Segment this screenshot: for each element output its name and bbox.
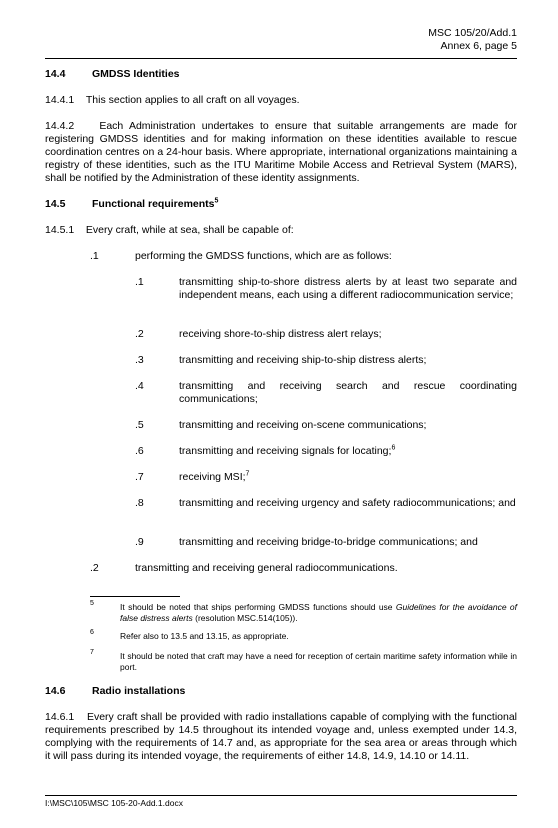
header-rule bbox=[45, 58, 517, 59]
paragraph-number: 14.4.1 bbox=[45, 94, 75, 106]
footer-rule bbox=[45, 795, 517, 796]
paragraph-text: Each Administration undertakes to ensure that suitable arrangements are made for registering GMDSS identities and for making information on these identities available to rescue coordination centres on a 24-hour basis. Where appropriate, international organizations maintaining a registry of these identities, such as the ITU Maritime Mobile Access and Retrieval System (MARS), shall be notified by the Administration of these identity assignments. bbox=[45, 120, 517, 184]
footnote-5: 5 It should be noted that ships performing GMDSS functions should use Guidelines for the avoidance of false distress alerts (resolution MSC.514(105)). bbox=[90, 600, 517, 623]
paragraph-text: This section applies to all craft on all voyages. bbox=[85, 94, 300, 106]
footnote-7: 7 It should be noted that craft may have a need for reception of certain maritime safety information while in port. bbox=[90, 649, 517, 672]
paragraph-text: Every craft, while at sea, shall be capable of: bbox=[85, 224, 294, 236]
footnote-separator bbox=[90, 596, 180, 597]
paragraph-text: Every craft shall be provided with radio installations capable of complying with the functional requirements prescribed by 14.5 throughout its intended voyage and, unless exempted under 14.3, complying with the requirements of 14.7 and, as appropriate for the sea area or areas through which it will pass during its intended voyage, the requirements of either 14.8, 14.9, 14.10 or 14.11. bbox=[45, 711, 517, 762]
footnote-ref: 5 bbox=[214, 197, 219, 205]
paragraph-number: 14.6.1 bbox=[45, 711, 75, 723]
footnote-ref: 6 bbox=[391, 444, 396, 452]
paragraph-number: 14.5.1 bbox=[45, 224, 75, 236]
footer-file-path: I:\MSC\105\MSC 105-20-Add.1.docx bbox=[45, 798, 183, 808]
paragraph-14-6-1 bbox=[45, 711, 517, 763]
paragraph-14-4-1 bbox=[45, 94, 517, 107]
page-header bbox=[428, 27, 517, 53]
header-document-symbol: MSC 105/20/Add.1 bbox=[428, 27, 517, 39]
header-annex-page: Annex 6, page 5 bbox=[440, 40, 517, 52]
paragraph-14-4-2 bbox=[45, 120, 517, 185]
footnote-ref: 7 bbox=[245, 470, 250, 478]
footnote-title: Guidelines for the avoidance of false distress alerts bbox=[120, 602, 517, 623]
sub-item-1: .1 transmitting ship-to-shore distress alerts by at least two separate and independent means, each using a different radiocommunication service; bbox=[135, 276, 517, 301]
paragraph-number: 14.4.2 bbox=[45, 120, 75, 132]
document-page: MSC 105/20/Add.1 Annex 6, page 5 14.4 GMDSS Identities 14.4.1 This section applies to all craft on all voyages. 14.4.2 Each Administration undertakes to ensure that suitable arrangements are made for registering GMDSS identities and for making information on these identities available to rescue coordination centres on a 24-hour basis. Where appropriate, international organizations maintaining a registry of these identities, such as the ITU Maritime Mobile Access and Retrieval System (MARS), shall be notified by the Administration of these identity assignments. 14.5 Functional requirements$^5$ 14.5.1 Every craft, while at sea, shall be capable of: .1 performing the GMDSS functions, which are as follows: .1 transmitting ship-to-shore distress alerts by at least two separate and independent means, each using a different radiocommunication service; .2 receiving shore-to-ship distress alert relays; .3 transmitting and receiving ship-to-ship distress alerts; .4 transmitting and receiving search and rescue coordinating communications; .5 transmitting and receiving on-scene communications; .6 transmitting and receiving signals for locating;$^6$ .7 receiving MSI;$^7$ .8 transmitting and receiving urgency and safety radiocommunications; and .9 transmitting and receiving bridge-to-bridge communications; and .2 transmitting and receiving general radiocommunications. 5 It should be noted that ships performing GMDSS functions should use Guidelines for the avoidance of false distress alerts (resolution MSC.514(105)). 6 Refer also to 13.5 and 13.15, as appropriate. 7 It should be noted that craft may have a need for reception of certain maritime safety information while in port. 14.6 Radio installations 14.6.1 Every craft shall be provided with radio installations capable of complying with the functional requirements prescribed by 14.5 throughout its intended voyage and, unless exempted under 14.3, complying with the requirements of 14.7 and, as appropriate for the sea area or areas through which it will pass during its intended voyage, the requirements of either 14.8, 14.9, 14.10 or 14.11. I:\MSC\105\MSC 105-20-Add.1.docx bbox=[45, 27, 517, 808]
paragraph-14-5-1 bbox=[45, 224, 517, 237]
